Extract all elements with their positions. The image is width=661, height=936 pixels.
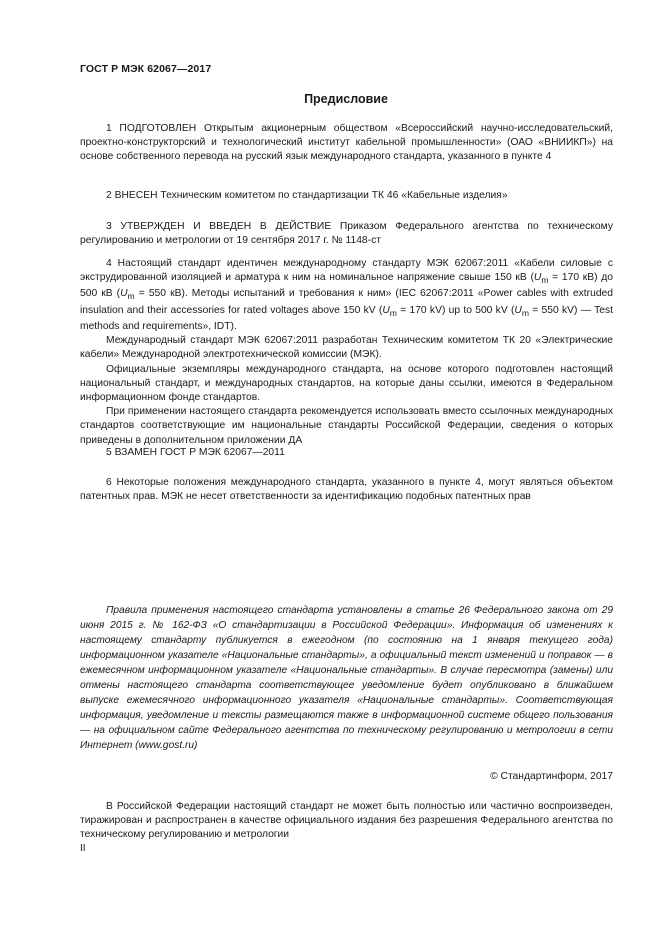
reproduction-notice <box>80 800 613 843</box>
item-4-text-a: 4 Настоящий стандарт идентичен международному стандарту МЭК 62067:2011 «Кабели силовые с экструдированной изоляцией и арматура к ним на номинальное напряжение свыше 150 кВ ( <box>80 258 613 284</box>
foreword-item-4 <box>80 257 613 448</box>
voltage-symbol: U <box>120 288 128 300</box>
voltage-subscript: m <box>541 275 549 286</box>
item-4-para-2: Международный стандарт МЭК 62067:2011 разработан Техническим комитетом ТК 20 «Электрические кабели» Международной электротехнической комиссии (МЭК). <box>80 335 613 361</box>
foreword-item-3 <box>80 220 613 248</box>
rules-note-text: Правила применения настоящего стандарта установлены в статье 26 Федерального закона от 29 июня 2015 г. № 162-ФЗ «О стандартизации в Российской Федерации». Информация об изменениях к настоящему стандарту публикуется в ежегодном (по состоянию на 1 января текущего года) информационном указателе «Национальные стандарты», а официальный текст изменений и поправок — в ежемесячном информационном указателе «Национальные стандарты». В случае пересмотра (замены) или отмены настоящего стандарта соответствующее уведомление будет опубликовано в ближайшем выпуске ежемесячного информационного указателя «Национальные стандарты». Соответствующая информация, уведомление и тексты размещаются также в информационной системе общего пользования — на официальном сайте Федерального агентства по техническому регулированию и метрологии в сети Интернет (www.gost.ru) <box>80 605 613 751</box>
item-4-para-4: При применении настоящего стандарта рекомендуется использовать вместо ссылочных международных стандартов соответствующие им национальные стандарты Российской Федерации, сведения о которых приведены в дополнительном приложении ДА <box>80 406 613 446</box>
voltage-symbol: U <box>382 304 390 316</box>
item-4-para-3: Официальные экземпляры международного стандарта, на основе которого подготовлен настоящий национальный стандарт, и международных стандартов, на которые даны ссылки, имеются в Федеральном информационном фонде стандартов. <box>80 363 613 403</box>
item-3-text: 3 УТВЕРЖДЕН И ВВЕДЕН В ДЕЙСТВИЕ Приказом Федерального агентства по техническому регулированию и метрологии от 19 сентября 2017 г. № 1148-ст <box>80 221 613 247</box>
reproduction-notice-text: В Российской Федерации настоящий стандарт не может быть полностью или частично воспроизведен, тиражирован и распространен в качестве официального издания без разрешения Федерального агентства по техническому регулированию и метрологии <box>80 801 613 841</box>
voltage-symbol: U <box>514 304 522 316</box>
voltage-subscript: m <box>389 307 397 318</box>
item-2-text: 2 ВНЕСЕН Техническим комитетом по стандартизации ТК 46 «Кабельные изделия» <box>106 190 508 201</box>
voltage-symbol: U <box>533 272 542 284</box>
item-6-text: 6 Некоторые положения международного стандарта, указанного в пункте 4, могут являться объектом патентных прав. МЭК не несет ответственности за идентификацию подобных патентных прав <box>80 477 613 503</box>
item-4-para-1 <box>80 257 613 334</box>
foreword-item-2 <box>80 189 613 203</box>
item-5-text: 5 ВЗАМЕН ГОСТ Р МЭК 62067—2011 <box>106 447 285 458</box>
copyright: © Стандартинформ, 2017 <box>490 771 613 782</box>
foreword-item-1 <box>80 122 613 165</box>
foreword-item-5 <box>80 446 613 460</box>
application-rules-note <box>80 603 613 753</box>
item-4-text-d: = 170 kV) up to 500 kV ( <box>396 304 515 316</box>
item-4-text-e: = 550 kV) — Test methods and requirements», IDT). <box>80 304 613 332</box>
voltage-subscript: m <box>521 307 529 318</box>
item-4-text-b: = 170 кВ) до 500 кВ ( <box>80 272 613 300</box>
item-1-text: 1 ПОДГОТОВЛЕН Открытым акционерным обществом «Всероссийский научно-исследовательский, проектно-конструкторский и технологический институт кабельной промышленности» (ОАО «ВНИИКП») на основе собственного перевода на русский язык международного стандарта, указанного в пункте 4 <box>80 123 613 163</box>
standard-code-header: ГОСТ Р МЭК 62067—2017 <box>80 63 212 75</box>
item-4-text-c: = 550 кВ). Методы испытаний и требования к ним» (IEC 62067:2011 «Power cables with extruded insulation and their accessories for rated voltages above 150 kV ( <box>80 288 613 316</box>
foreword-item-6 <box>80 476 613 504</box>
page-title: Предисловие <box>304 92 388 106</box>
page-number: II <box>80 843 86 854</box>
voltage-subscript: m <box>127 291 135 302</box>
